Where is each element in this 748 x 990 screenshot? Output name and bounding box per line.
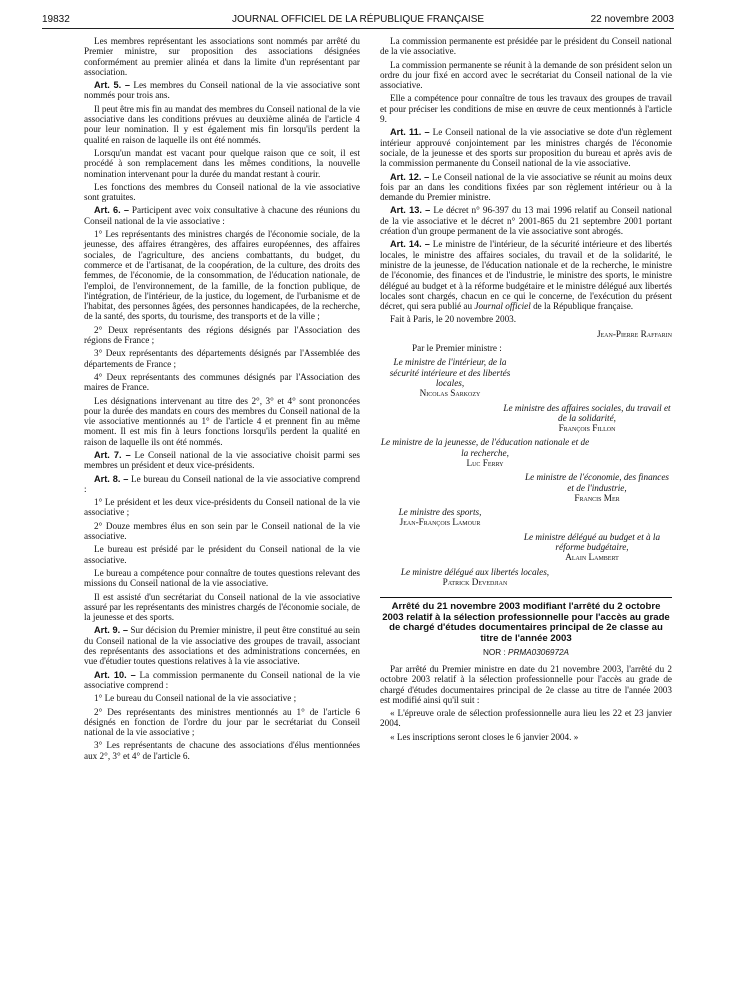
article-number: Art. 7. – xyxy=(94,449,131,460)
pm-for: Par le Premier ministre : xyxy=(412,343,502,354)
article-number: Art. 5. – xyxy=(94,80,130,91)
paragraph xyxy=(84,104,360,145)
paragraph-text: La commission permanente est présidée par le président du Conseil national de la vie associative. xyxy=(380,36,672,57)
article-number: Art. 13. – xyxy=(390,205,431,216)
signature-social xyxy=(502,403,672,434)
nor-reference xyxy=(380,648,672,658)
paragraph-text: Le décret n° 96-397 du 13 mai 1996 relatif au Conseil national de la vie associative et le décret n° 2001-865 du 21 septembre 2001 portant création d'un groupe permanent de la vie associative sont abrogés. xyxy=(380,205,672,237)
paragraph-text: Elle a compétence pour connaître de tous les travaux des groupes de travail et pour préciser les conditions de mise en œuvre de ceux mentionnés à l'article 9. xyxy=(380,93,672,125)
right-paragraphs xyxy=(380,36,672,311)
right-column xyxy=(380,36,672,745)
article-paragraph xyxy=(84,625,360,666)
paragraph xyxy=(84,707,360,738)
signature-name: Francis Mer xyxy=(574,492,620,503)
paragraph-text: Le Conseil national de la vie associative se dote d'un règlement intérieur approuvé conjointement par les ministres chargés de l'économie sociale, de la jeunesse et des sports sur proposition du bureau et après avis de la commission permanente du Conseil national de la vie associative. xyxy=(380,127,672,169)
paragraph xyxy=(380,93,672,124)
journal-title: JOURNAL OFFICIEL DE LA RÉPUBLIQUE FRANÇAISE xyxy=(231,14,485,25)
paragraph-text: 1° Les représentants des ministres chargés de l'économie sociale, de la jeunesse, des affaires étrangères, des affaires européennes, des affaires sociales, de l'agriculture, des anciens combattants, du budget, du commerce et de l'artisanat, de la coopération, de la culture, des droits des femmes, de l'économie, de la consommation, de l'éducation nationale, de l'emploi, de l'environnement, de la famille, de la fonction publique, de l'intégration, de l'intérieur, de la justice, du logement, de l'urbanisme et de l'habitat, des personnes âgées, des personnes handicapées, de la recherche, de la santé, des sports, du tourisme, des transports et de la ville ; xyxy=(84,229,360,322)
paragraph xyxy=(84,348,360,369)
paragraph-text: Les membres du Conseil national de la vie associative sont nommés pour trois ans. xyxy=(84,80,360,101)
paragraph-text: Il est assisté d'un secrétariat du Conseil national de la vie associative assuré par les représentants des ministres chargés de l'économie sociale, de la jeunesse et des sports. xyxy=(84,591,360,623)
paragraph xyxy=(84,740,360,761)
paragraph xyxy=(84,396,360,447)
article-paragraph xyxy=(84,670,360,691)
signature-title: Le ministre délégué aux libertés locales, xyxy=(400,566,550,577)
signature-name: Nicolas Sarkozy xyxy=(419,388,481,399)
article-paragraph xyxy=(380,127,672,168)
paragraph-text: La commission permanente se réunit à la demande de son président selon un ordre du jour fixé en accord avec le secrétariat du Conseil national de la vie associative. xyxy=(380,59,672,91)
signature-sports xyxy=(380,507,500,528)
journal-reference: Journal officiel xyxy=(474,301,531,312)
signature-name: Patrick Devedjian xyxy=(442,576,508,587)
signature-title: Le ministre de l'intérieur, de la sécurité intérieure et des libertés locales, xyxy=(389,357,511,388)
paragraph xyxy=(84,229,360,322)
paragraph-text: 2° Douze membres élus en son sein par le Conseil national de la vie associative. xyxy=(84,520,360,542)
signature-interior xyxy=(380,357,520,398)
article-paragraph xyxy=(380,239,672,311)
article-paragraph xyxy=(84,474,360,495)
article-number: Art. 8. – xyxy=(94,473,129,484)
paragraph-text: Le bureau du Conseil national de la vie associative comprend : xyxy=(84,473,360,494)
signature-budget xyxy=(512,532,672,563)
paragraph xyxy=(84,592,360,623)
issue-date: 22 novembre 2003 xyxy=(590,14,674,25)
paragraph-text: 2° Des représentants des ministres mentionnés au 1° de l'article 6 désignés en fonction de l'ordre du jour par le secrétariat du Conseil national de la vie associative ; xyxy=(84,706,360,738)
paragraph-text: Les désignations intervenant au titre des 2°, 3° et 4° sont prononcées pour la durée des mandats en cours des membres du Conseil national de la vie associative mentionnés au 1° de l'article 4 et prennent fin au même moment. Il est mis fin à leurs fonctions lorsqu'ils perdent la qualité en raison de laquelle ils ont été nommés. xyxy=(84,395,360,447)
left-column xyxy=(84,36,360,764)
paragraph xyxy=(84,693,360,703)
paragraph-text: 4° Deux représentants des communes désignés par l'Association des maires de France. xyxy=(84,371,360,393)
signature-title: Le ministre délégué au budget et à la réforme budgétaire, xyxy=(523,531,661,553)
article-paragraph xyxy=(84,80,360,101)
nor-code: PRMA0306972A xyxy=(508,647,570,657)
paragraph xyxy=(84,182,360,203)
signature-economy xyxy=(522,472,672,503)
paragraph-text: Sur décision du Premier ministre, il peut être constitué au sein du Conseil national de la vie associative des groupes de travail, associant des représentants des associations et des administrations concernées, en vue d'étudier toutes questions relatives à la vie associative. xyxy=(84,625,360,667)
pm-name: Jean-Pierre Raffarin xyxy=(596,328,672,339)
paragraph-text: Il peut être mis fin au mandat des membres du Conseil national de la vie associative dans les conditions prévues au deuxième alinéa de l'article 4 pour leur nomination. Il y est également mis fin lorsqu'ils perdent la qualité en raison de laquelle ils ont été nommés. xyxy=(84,103,360,145)
paragraph-text: 3° Deux représentants des départements désignés par l'Assemblée des départements de France ; xyxy=(84,348,360,369)
arrete-amendment-1: « L'épreuve orale de sélection professionnelle aura lieu les 22 et 23 janvier 2004. xyxy=(380,708,672,729)
done-at: Fait à Paris, le 20 novembre 2003. xyxy=(390,314,517,325)
paragraph-text: Le bureau est présidé par le président du Conseil national de la vie associative. xyxy=(84,544,360,565)
paragraph-text: Le Conseil national de la vie associative choisit parmi ses membres un président et deux vice-présidents. xyxy=(84,449,360,471)
paragraph xyxy=(380,60,672,91)
arrete-amendment-2: « Les inscriptions seront closes le 6 janvier 2004. » xyxy=(390,731,579,742)
paragraph xyxy=(380,36,672,57)
signature-title: Le ministre des sports, xyxy=(398,507,482,518)
paragraph-text: 2° Deux représentants des régions désignés par l'Association des régions de France ; xyxy=(84,324,360,346)
paragraph xyxy=(84,568,360,589)
paragraph-text: Le ministre de l'intérieur, de la sécurité intérieure et des libertés locales, le ministre des affaires sociales, du travail et de la solidarité, le ministre de la jeunesse, de l'éducation nationale et de la recherche, le ministre de l'économie, des finances et de l'industrie, le ministre des sports, le ministre délégué au budget et à la réforme budgétaire et le ministre délégué aux libertés locales sont chargés, chacun en ce qui le concerne, de l'exécution du présent décret, qui sera publié au xyxy=(380,239,672,312)
signature-name: Luc Ferry xyxy=(466,457,504,468)
paragraph-text: Le bureau a compétence pour connaître de toutes questions relevant des missions du Conseil national de la vie associative. xyxy=(84,567,360,589)
paragraph xyxy=(84,372,360,393)
paragraph-text: 3° Les représentants de chacune des associations d'élus mentionnées aux 2°, 3° et 4° de l'article 6. xyxy=(84,740,360,761)
paragraph xyxy=(84,521,360,542)
paragraph-text: Le Conseil national de la vie associative se réunit au moins deux fois par an dans les conditions fixées par son règlement intérieur ou à la demande du Premier ministre. xyxy=(380,171,672,203)
paragraph xyxy=(84,148,360,179)
signature-title: Le ministre des affaires sociales, du travail et de la solidarité, xyxy=(503,402,671,423)
signature-name: Alain Lambert xyxy=(565,552,619,563)
article-number: Art. 14. – xyxy=(390,239,430,250)
paragraph-tail: de la République française. xyxy=(530,301,634,312)
article-paragraph xyxy=(84,205,360,226)
paragraph-text: Les membres représentant les associations sont nommés par arrêté du Premier ministre, sur proposition des associations désignées conformément au premier alinéa et dans la limite d'un représentant par association. xyxy=(84,36,360,77)
article-paragraph xyxy=(380,172,672,203)
page-header xyxy=(42,12,674,29)
paragraph xyxy=(84,325,360,346)
article-number: Art. 6. – xyxy=(94,205,129,216)
signature-title: Le ministre de la jeunesse, de l'éducation nationale et de la recherche, xyxy=(380,437,590,458)
paragraph-text: 1° Le président et les deux vice-présidents du Conseil national de la vie associative ; xyxy=(84,497,360,518)
signature-youth xyxy=(380,437,590,468)
paragraph-text: Participent avec voix consultative à chacune des réunions du Conseil national de la vie associative : xyxy=(84,205,360,226)
article-number: Art. 10. – xyxy=(94,669,136,680)
nor-label: NOR : xyxy=(482,647,506,657)
arrete-body: Par arrêté du Premier ministre en date du 21 novembre 2003, l'arrêté du 2 octobre 2003 relatif à la sélection professionnelle pour l'accès au grade de chargé d'études documentaires principal de 2e classe au titre de l'année 2003 est modifié ainsi qu'il suit : xyxy=(380,663,672,705)
page-number: 19832 xyxy=(42,14,70,25)
signature-name: Jean-François Lamour xyxy=(399,517,481,528)
signature-title: Le ministre de l'économie, des finances et de l'industrie, xyxy=(525,472,669,493)
article-number: Art. 11. – xyxy=(390,127,430,138)
paragraph xyxy=(84,36,360,77)
paragraph-text: Lorsqu'un mandat est vacant pour quelque raison que ce soit, il est procédé à son remplacement dans les mêmes conditions, la nouvelle nomination intervenant pour la durée du mandat restant à courir. xyxy=(84,147,360,179)
article-number: Art. 12. – xyxy=(390,171,430,182)
signature-liberties xyxy=(380,567,570,588)
signature-name: François Fillon xyxy=(558,423,616,434)
article-paragraph xyxy=(380,205,672,236)
paragraph-text: 1° Le bureau du Conseil national de la vie associative ; xyxy=(94,693,297,704)
article-paragraph xyxy=(84,450,360,471)
arrete-title: Arrêté du 21 novembre 2003 modifiant l'arrêté du 2 octobre 2003 relatif à la sélection professionnelle pour l'accès au grade de chargé d'études documentaires principal de 2e classe au titre de l'année 2003 xyxy=(380,597,672,644)
paragraph-text: Les fonctions des membres du Conseil national de la vie associative sont gratuites. xyxy=(84,181,360,203)
paragraph xyxy=(84,544,360,565)
article-number: Art. 9. – xyxy=(94,625,128,636)
paragraph-text: La commission permanente du Conseil national de la vie associative comprend : xyxy=(84,669,360,690)
paragraph xyxy=(84,497,360,518)
